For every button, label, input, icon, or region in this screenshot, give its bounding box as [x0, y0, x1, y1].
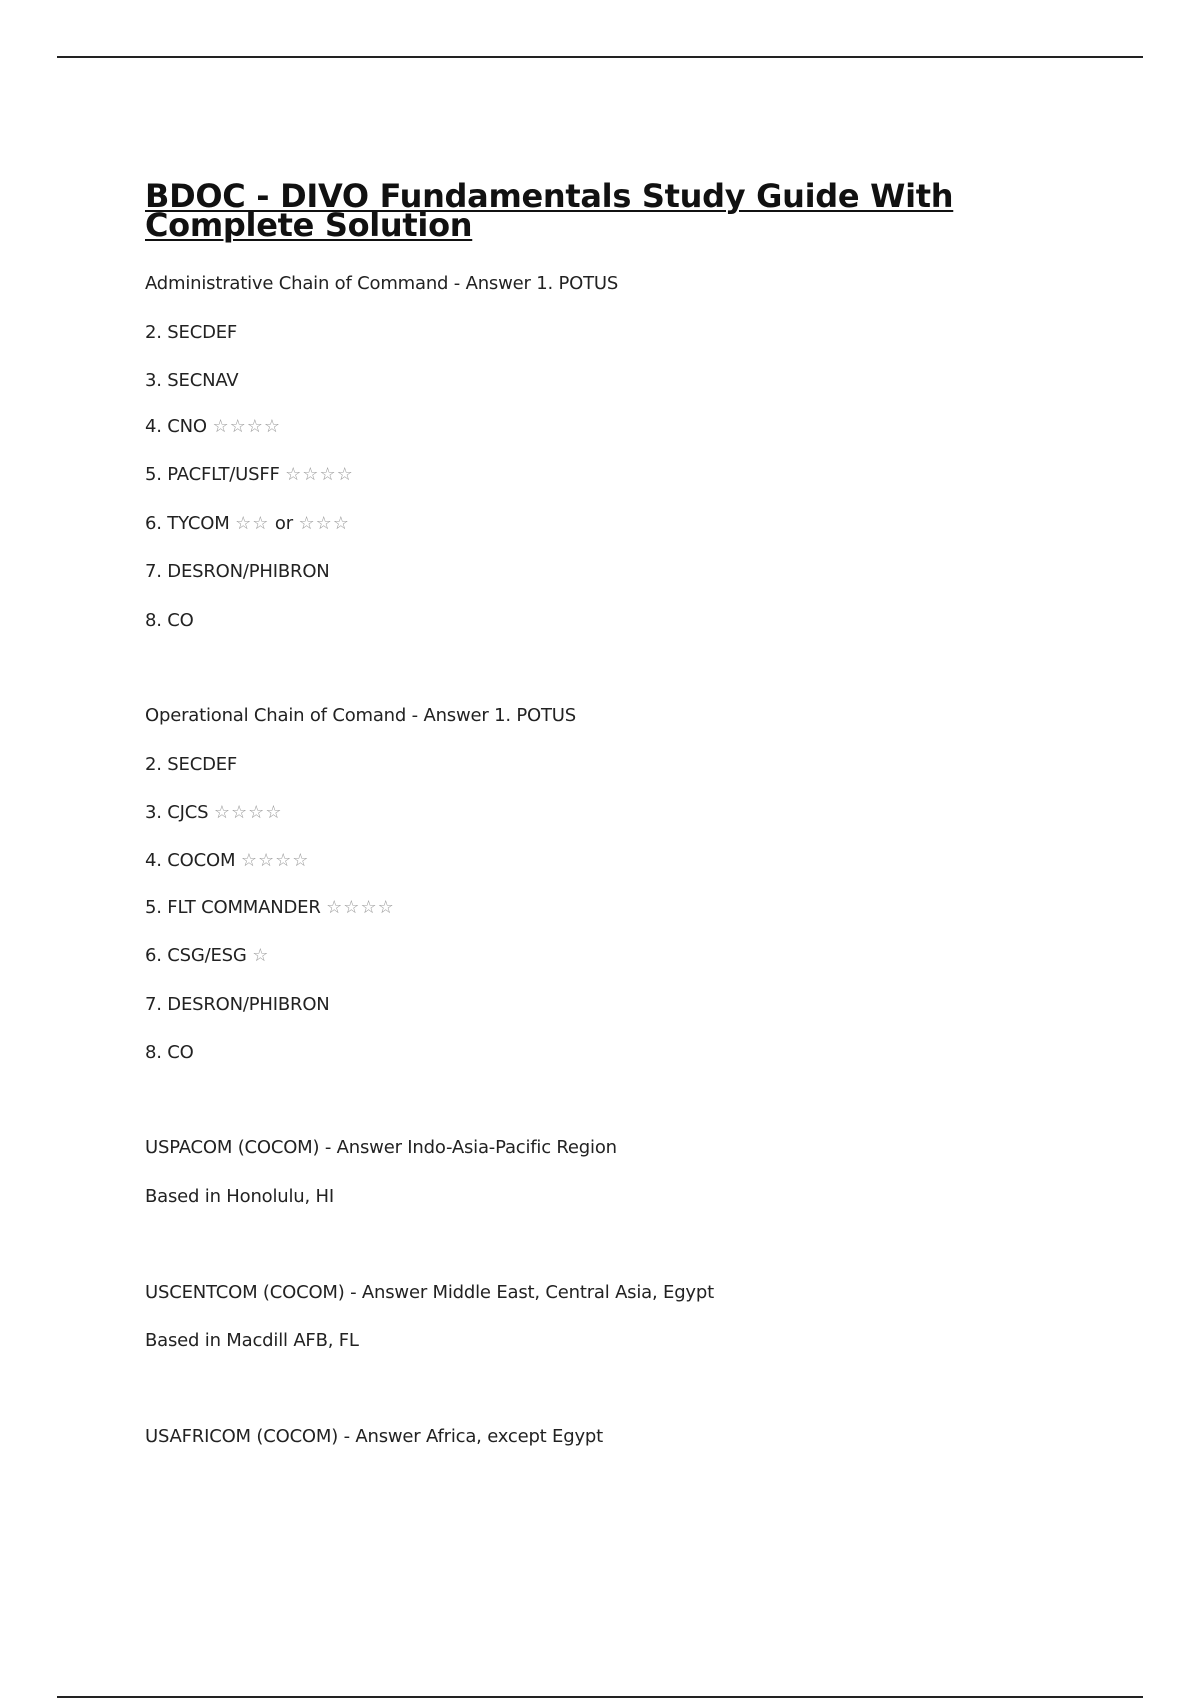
list-item: 6. CSG/ESG ☆: [145, 945, 270, 966]
list-item: 3. CJCS ☆☆☆☆: [145, 802, 283, 823]
list-item: 7. DESRON/PHIBRON: [145, 994, 330, 1015]
list-item: 8. CO: [145, 610, 194, 631]
star-rank-icon: ☆☆☆☆: [212, 416, 281, 437]
list-item: 7. DESRON/PHIBRON: [145, 561, 330, 582]
document-title: BDOC - DIVO Fundamentals Study Guide With Complete Solution: [145, 177, 954, 244]
star-rank-icon: ☆☆☆: [298, 513, 350, 534]
uspacom-entry: USPACOM (COCOM) - Answer Indo-Asia-Pacific Region: [145, 1137, 617, 1158]
star-rank-icon: ☆☆☆☆: [285, 464, 354, 485]
list-item: 4. CNO ☆☆☆☆: [145, 416, 281, 437]
uscentcom-base: Based in Macdill AFB, FL: [145, 1330, 359, 1351]
list-item: 5. FLT COMMANDER ☆☆☆☆: [145, 897, 395, 918]
list-item: 6. TYCOM ☆☆ or ☆☆☆: [145, 513, 350, 534]
admin-chain-heading: Administrative Chain of Command - Answer 1. POTUS: [145, 273, 619, 294]
list-item: 2. SECDEF: [145, 322, 238, 343]
star-rank-icon: ☆: [252, 945, 270, 966]
list-item: 2. SECDEF: [145, 754, 238, 775]
star-rank-icon: ☆☆☆☆: [326, 897, 395, 918]
list-item: 4. COCOM ☆☆☆☆: [145, 850, 310, 871]
star-rank-icon: ☆☆☆☆: [213, 802, 283, 823]
list-item: 3. SECNAV: [145, 370, 239, 391]
star-rank-icon: ☆☆: [235, 513, 270, 534]
list-item: 8. CO: [145, 1042, 194, 1063]
uspacom-base: Based in Honolulu, HI: [145, 1186, 334, 1207]
footer-rule: [57, 1696, 1143, 1698]
list-item: 5. PACFLT/USFF ☆☆☆☆: [145, 464, 354, 485]
star-rank-icon: ☆☆☆☆: [240, 850, 310, 871]
operational-chain-heading: Operational Chain of Comand - Answer 1. POTUS: [145, 705, 576, 726]
header-rule: [57, 56, 1143, 58]
usafricom-entry: USAFRICOM (COCOM) - Answer Africa, except Egypt: [145, 1426, 603, 1447]
uscentcom-entry: USCENTCOM (COCOM) - Answer Middle East, Central Asia, Egypt: [145, 1282, 714, 1303]
